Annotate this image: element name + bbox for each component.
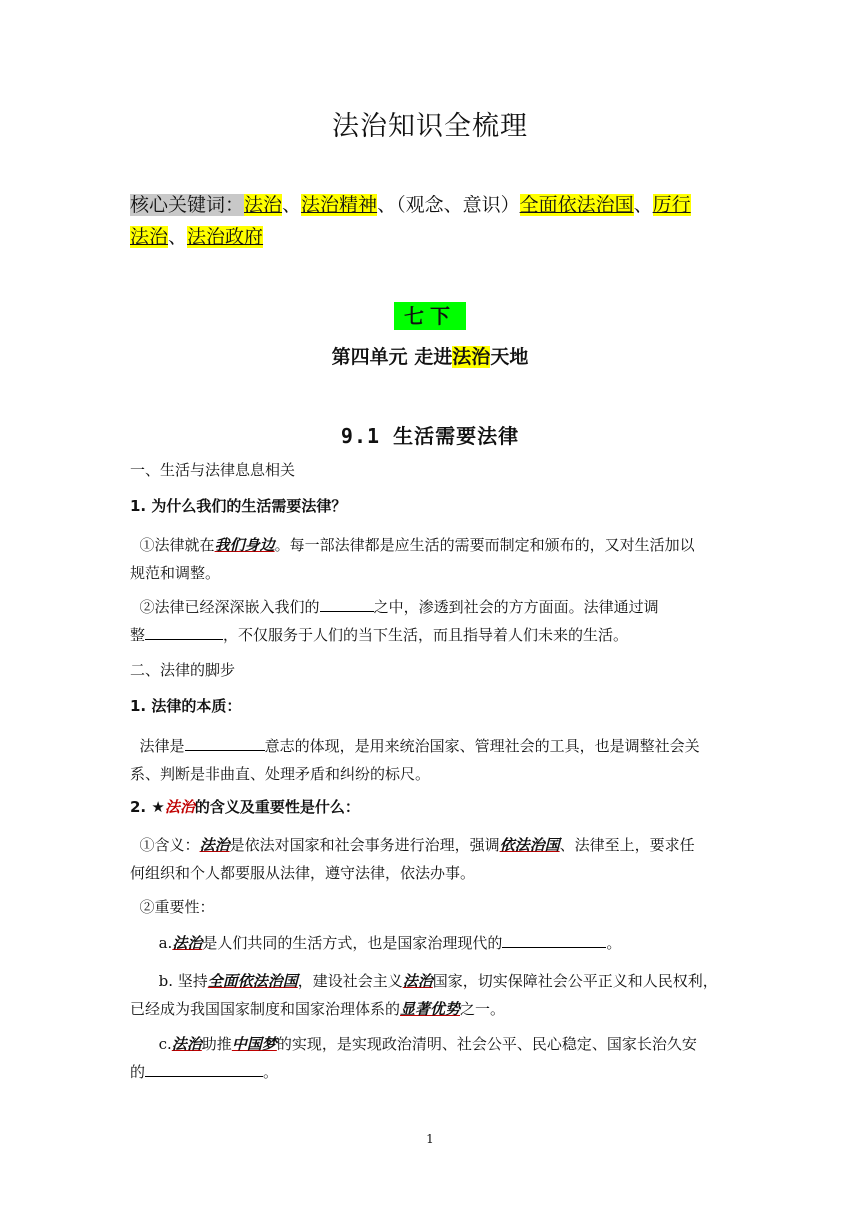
question-1: 1. 为什么我们的生活需要法律？ <box>130 497 347 515</box>
text: 系、判断是非曲直、处理矛盾和纠纷的标尺。 <box>130 765 431 783</box>
paragraph-b <box>130 967 730 1023</box>
text: 。每一部法律都是应生活的需要而制定和颁布的，又对生活加以 <box>274 536 695 554</box>
text: 整 <box>130 626 146 644</box>
fill-blank[interactable] <box>145 1060 263 1077</box>
question-3 <box>130 793 730 821</box>
text: a. <box>158 934 173 952</box>
keyword-lixing-b: 法治 <box>130 226 169 248</box>
text: 的 <box>130 1063 146 1081</box>
text: 。 <box>606 934 622 952</box>
text: 之中，渗透到社会的方方面面。法律通过调 <box>373 598 659 616</box>
keywords-line <box>130 190 740 220</box>
paragraph-3 <box>130 732 730 788</box>
emphasis: 法治 <box>171 1035 202 1053</box>
keywords-label: 核心关键词： <box>130 194 245 216</box>
keyword-separator: 、 <box>633 194 653 216</box>
keyword-fazhi-zhengfu: 法治政府 <box>187 226 264 248</box>
emphasis: 中国梦 <box>231 1035 277 1053</box>
text: 何组织和个人都要服从法律，遵守法律，依法办事。 <box>130 864 476 882</box>
text: b. 坚持 <box>158 972 208 990</box>
emphasis: 法治 <box>164 798 195 816</box>
text: 是人们共同的生活方式，也是国家治理现代的 <box>202 934 503 952</box>
grade-label: 七下 <box>394 302 466 330</box>
emphasis: 法治 <box>199 836 230 854</box>
keyword-quanmian: 全面依法治国 <box>519 194 634 216</box>
text: ①法律就在 <box>139 536 215 554</box>
text: 2. ★ <box>130 798 165 816</box>
paragraph-5 <box>130 893 730 921</box>
text: 规范和调整。 <box>130 564 221 582</box>
text: 的实现，是实现政治清明、社会公平、民心稳定、国家长治久安 <box>276 1035 697 1053</box>
unit-text: 天地 <box>490 346 529 368</box>
emphasis: 法治 <box>402 972 433 990</box>
keyword-lixing-a: 厉行 <box>652 194 691 216</box>
keyword-separator: 、 <box>168 226 188 248</box>
text: ，建设社会主义 <box>297 972 403 990</box>
text: 、法律至上，要求任 <box>559 836 695 854</box>
fill-blank[interactable] <box>502 931 606 948</box>
unit-highlight: 法治 <box>452 346 491 368</box>
document-title: 法治知识全梳理 <box>332 111 528 142</box>
emphasis: 全面依法治国 <box>207 972 298 990</box>
text: 已经成为我国国家制度和国家治理体系的 <box>130 1000 401 1018</box>
text: 的含义及重要性是什么： <box>194 798 360 816</box>
text: 。 <box>263 1063 279 1081</box>
paragraph-a <box>130 929 730 957</box>
grade-heading <box>0 300 860 329</box>
text: c. <box>158 1035 172 1053</box>
text: 是依法对国家和社会事务进行治理，强调 <box>229 836 500 854</box>
text: 助推 <box>201 1035 232 1053</box>
unit-text: 第四单元 走进 <box>331 346 453 368</box>
paragraph-c <box>130 1030 730 1086</box>
keywords-line-2 <box>130 222 740 252</box>
unit-heading <box>0 342 860 369</box>
emphasis: 依法治国 <box>499 836 560 854</box>
paragraph-4 <box>130 831 730 887</box>
paragraph-1 <box>130 531 730 587</box>
fill-blank[interactable] <box>320 595 374 612</box>
section-heading-2: 二、法律的脚步 <box>130 661 236 679</box>
text: ①含义： <box>139 836 200 854</box>
keyword-separator: 、 <box>282 194 302 216</box>
lesson-heading: 9.1 生活需要法律 <box>340 424 520 448</box>
emphasis: 显著优势 <box>400 1000 461 1018</box>
text: 法律是 <box>139 737 185 755</box>
fill-blank[interactable] <box>145 623 223 640</box>
page-number: 1 <box>426 1132 434 1146</box>
section-heading-1: 一、生活与法律息息相关 <box>130 461 296 479</box>
text: 国家，切实保障社会公平正义和人民权利， <box>432 972 718 990</box>
emphasis: 我们身边 <box>214 536 275 554</box>
paragraph-2 <box>130 593 730 649</box>
question-2: 1. 法律的本质： <box>130 697 242 715</box>
fill-blank[interactable] <box>185 734 265 751</box>
emphasis: 法治 <box>172 934 203 952</box>
text: ，不仅服务于人们的当下生活，而且指导着人们未来的生活。 <box>223 626 629 644</box>
keyword-separator: 、（观念、意识） <box>377 194 520 216</box>
text: 意志的体现，是用来统治国家、管理社会的工具，也是调整社会关 <box>264 737 700 755</box>
keyword-fazhi-jingshen: 法治精神 <box>301 194 378 216</box>
text: ②法律已经深深嵌入我们的 <box>139 598 320 616</box>
keyword-fazhi: 法治 <box>244 194 283 216</box>
text: 之一。 <box>460 1000 506 1018</box>
text: ②重要性： <box>139 898 215 916</box>
